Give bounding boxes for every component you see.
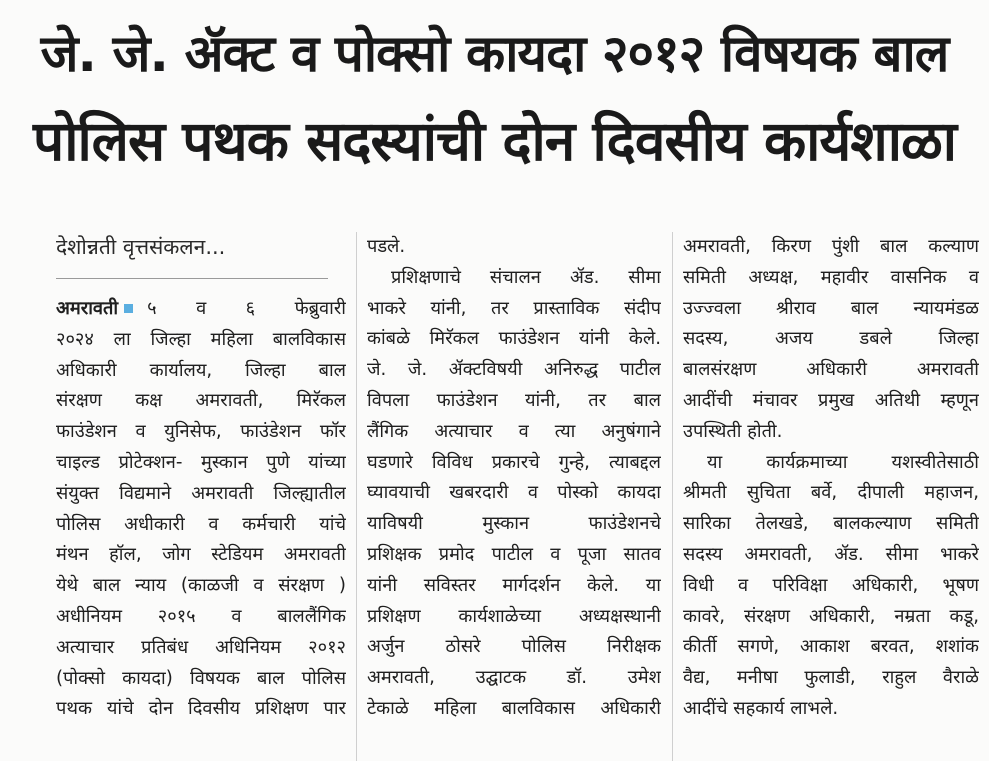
article-line: जे. जे. ॲक्टविषयी अनिरुद्ध पाटील xyxy=(367,359,661,381)
dateline-city: अमरावती xyxy=(56,298,119,319)
article-line: श्रीमती सुचिता बर्वे, दीपाली महाजन, xyxy=(683,482,979,504)
article-line: समिती अध्यक्ष, महावीर वासनिक व xyxy=(683,266,979,288)
byline: देशोन्नती वृत्तसंकलन... xyxy=(56,235,226,259)
article-line: बालसंरक्षण अधिकारी अमरावती xyxy=(683,359,979,381)
dateline-line xyxy=(56,294,346,325)
byline-divider xyxy=(56,278,328,279)
article-line: विधी व परिविक्षा अधिकारी, भूषण xyxy=(683,574,979,596)
article-line: कीर्ती सगणे, आकाश बरवत, शशांक xyxy=(683,636,979,658)
article-line: उपस्थिती होती. xyxy=(683,420,783,442)
article-line: अमरावती, किरण पुंशी बाल कल्याण xyxy=(683,236,979,257)
dateline-text: ५ व ६ फेब्रुवारी xyxy=(147,298,346,319)
article-line: यांनी सविस्तर मार्गदर्शन केले. या xyxy=(367,574,661,596)
article-line: उज्ज्वला श्रीराव बाल न्यायमंडळ xyxy=(683,297,979,319)
article-line: प्रशिक्षक प्रमोद पाटील व पूजा सातव xyxy=(367,543,661,565)
dateline-square-icon xyxy=(124,304,133,313)
article-line: आदींची मंचावर प्रमुख अतिथी म्हणून xyxy=(683,389,979,411)
article-line: येथे बाल न्याय (काळजी व संरक्षण ) xyxy=(56,575,346,597)
article-line: घडणारे विविध प्रकारचे गुन्हे, त्याबद्दल xyxy=(367,451,661,473)
article-line: अधीनियम २०१५ व बाललैंगिक xyxy=(56,605,346,627)
column-divider xyxy=(672,232,673,761)
article-line: भाकरे यांनी, तर प्रास्ताविक संदीप xyxy=(367,297,661,319)
article-line: अर्जुन ठोसरे पोलिस निरीक्षक xyxy=(367,636,661,658)
article-line: टेकाळे महिला बालविकास अधिकारी xyxy=(367,697,661,719)
article-line: आदींचे सहकार्य लाभले. xyxy=(683,697,839,719)
article-line: सदस्य अमरावती, ॲड. सीमा भाकरे xyxy=(683,543,979,565)
article-column-3 xyxy=(683,232,979,725)
article-line: लैंगिक अत्याचार व त्या अनुषंगाने xyxy=(367,420,661,442)
article-line: अत्याचार प्रतिबंध अधिनियम २०१२ xyxy=(56,636,346,658)
article-line: अधिकारी कार्यालय, जिल्हा बाल xyxy=(56,359,346,381)
article-line: घ्यावयाची खबरदारी व पोस्को कायदा xyxy=(367,482,661,504)
article-column-2 xyxy=(367,232,661,725)
article-line: वैद्य, मनीषा फुलाडी, राहुल वैराळे xyxy=(683,667,979,689)
article-line: सारिका तेलखडे, बालकल्याण समिती xyxy=(683,513,979,535)
column-divider xyxy=(356,232,357,761)
article-line: चाइल्ड प्रोटेक्शन- मुस्कान पुणे यांच्या xyxy=(56,451,346,473)
article-line: प्रशिक्षण कार्यशाळेच्या अध्यक्षस्थानी xyxy=(367,605,661,627)
article-line: विपला फाउंडेशन यांनी, तर बाल xyxy=(367,389,661,411)
article-line: याविषयी मुस्कान फाउंडेशनचे xyxy=(367,513,661,535)
article-line: या कार्यक्रमाच्या यशस्वीतेसाठी xyxy=(707,451,979,473)
article-line: कावरे, संरक्षण अधिकारी, नम्रता कडू, xyxy=(683,605,979,627)
article-line: सदस्य, अजय डबले जिल्हा xyxy=(683,328,979,350)
article-line: (पोक्सो कायदा) विषयक बाल पोलिस xyxy=(56,667,346,689)
article-line: फाउंडेशन व युनिसेफ, फाउंडेशन फॉर xyxy=(56,421,346,443)
article-line: पथक यांचे दोन दिवसीय प्रशिक्षण पार xyxy=(56,698,346,720)
article-line: संयुक्त विद्यमाने अमरावती जिल्ह्यातील xyxy=(56,482,346,504)
article-line: कांबळे मिरॅकल फाउंडेशन यांनी केले. xyxy=(367,328,661,350)
article-line: मंथन हॉल, जोग स्टेडियम अमरावती xyxy=(56,544,346,566)
article-line: २०२४ ला जिल्हा महिला बालविकास xyxy=(56,328,346,350)
article-line: प्रशिक्षणाचे संचालन ॲड. सीमा xyxy=(391,266,661,288)
headline-line-2: पोलिस पथक सदस्यांची दोन दिवसीय कार्यशाळा xyxy=(32,109,957,173)
article-line: अमरावती, उद्घाटक डॉ. उमेश xyxy=(367,667,661,689)
article-line: संरक्षण कक्ष अमरावती, मिरॅकल xyxy=(56,390,346,412)
article-line: पोलिस अधीकारी व कर्मचारी यांचे xyxy=(56,513,346,535)
article-column-1 xyxy=(56,294,346,725)
headline-line-1: जे. जे. ॲक्ट व पोक्सो कायदा २०१२ विषयक बाल xyxy=(40,25,949,84)
article-line: पडले. xyxy=(367,236,406,257)
